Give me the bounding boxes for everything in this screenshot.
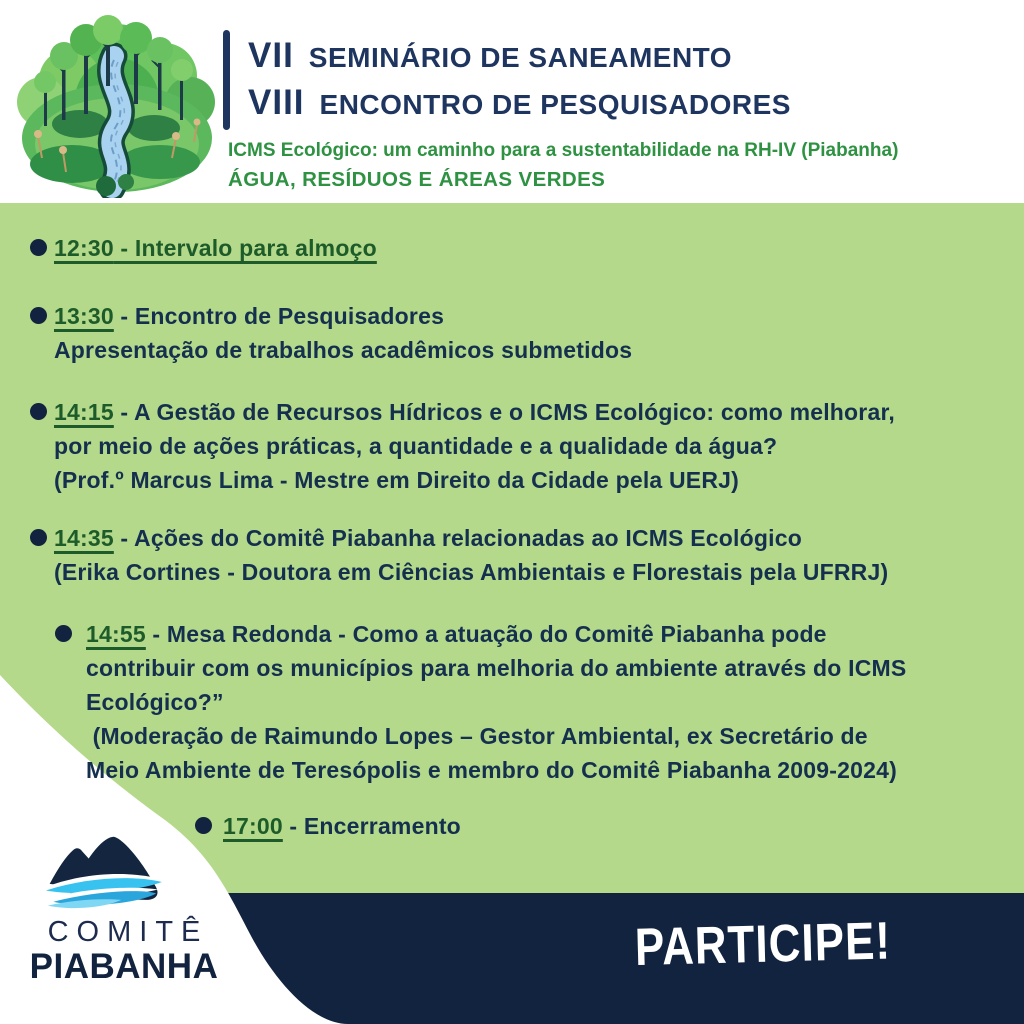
schedule-time: 12:30 [54,235,114,261]
schedule-title: - Encontro de Pesquisadores [113,303,445,329]
schedule-line [54,231,377,265]
title-text-1: SEMINÁRIO DE SANEAMENTO [308,42,733,73]
schedule-time: 13:30 [54,303,114,329]
bullet-icon [55,625,72,642]
logo-text-piabanha: PIABANHA [29,947,219,986]
bullet-icon [30,529,47,546]
schedule-title: - A Gestão de Recursos Hídricos e o ICMS Ecológico: como melhorar, [113,399,895,425]
schedule-list [0,231,1024,843]
schedule-item [0,231,1024,265]
edition-numeral-1: VII [248,36,294,75]
bullet-icon [30,403,47,420]
schedule-item [0,395,1024,497]
schedule-title: - Mesa Redonda - Como a atuação do Comitê Piabanha pode [145,621,827,647]
edition-numeral-2: VIII [248,83,305,122]
schedule-line: por meio de ações práticas, a quantidade e a qualidade da água? [54,433,778,459]
bullet-icon [195,817,212,834]
title-accent-bar [223,30,230,130]
call-to-action: PARTICIPE! [634,911,892,978]
bullet-icon [30,307,47,324]
schedule-line [86,617,906,651]
schedule-time: 14:15 [54,399,114,425]
schedule-item [0,521,1024,589]
schedule-title: - Encerramento [282,813,461,839]
schedule-title: - Ações do Comitê Piabanha relacionadas ao ICMS Ecológico [113,525,802,551]
schedule-line: Apresentação de trabalhos acadêmicos submetidos [54,337,633,363]
title-line-2 [248,83,791,123]
schedule-line [223,809,461,843]
schedule-item [0,299,1024,367]
schedule-line [54,395,895,429]
schedule-item-content [86,617,906,787]
schedule-line: (Moderação de Raimundo Lopes – Gestor Ambiental, ex Secretário de [86,723,868,749]
comite-piabanha-logo-icon [44,828,176,920]
schedule-line: (Prof.º Marcus Lima - Mestre em Direito da Cidade pela UERJ) [54,467,740,493]
schedule-line: contribuir com os municípios para melhoria do ambiente através do ICMS [86,655,907,681]
schedule-line [54,521,888,555]
forest-river-illustration-icon [14,6,220,198]
bullet-icon [30,239,47,256]
schedule-item-content [54,231,377,265]
schedule-item-content [54,521,888,589]
header [0,0,1024,203]
title-line-1 [248,36,732,76]
schedule-time: 14:35 [54,525,114,551]
schedule-title: - Intervalo para almoço [113,235,377,261]
schedule-line: Meio Ambiente de Teresópolis e membro do Comitê Piabanha 2009-2024) [86,757,897,783]
schedule-line: Ecológico?” [86,689,224,715]
title-text-2: ENCONTRO DE PESQUISADORES [319,89,791,120]
schedule-time: 17:00 [223,813,283,839]
event-subtitle: ICMS Ecológico: um caminho para a sustentabilidade na RH-IV (Piabanha) [228,140,899,161]
schedule-item-content [54,395,895,497]
logo-text-comite: COMITÊ [47,916,209,948]
schedule-time: 14:55 [86,621,146,647]
schedule-line: (Erika Cortines - Doutora em Ciências Ambientais e Florestais pela UFRRJ) [54,559,889,585]
schedule-item-content [54,299,632,367]
schedule-item [0,617,1024,787]
schedule-line [54,299,632,333]
schedule-item-content [223,809,461,843]
event-tagline: ÁGUA, RESÍDUOS E ÁREAS VERDES [228,168,606,191]
